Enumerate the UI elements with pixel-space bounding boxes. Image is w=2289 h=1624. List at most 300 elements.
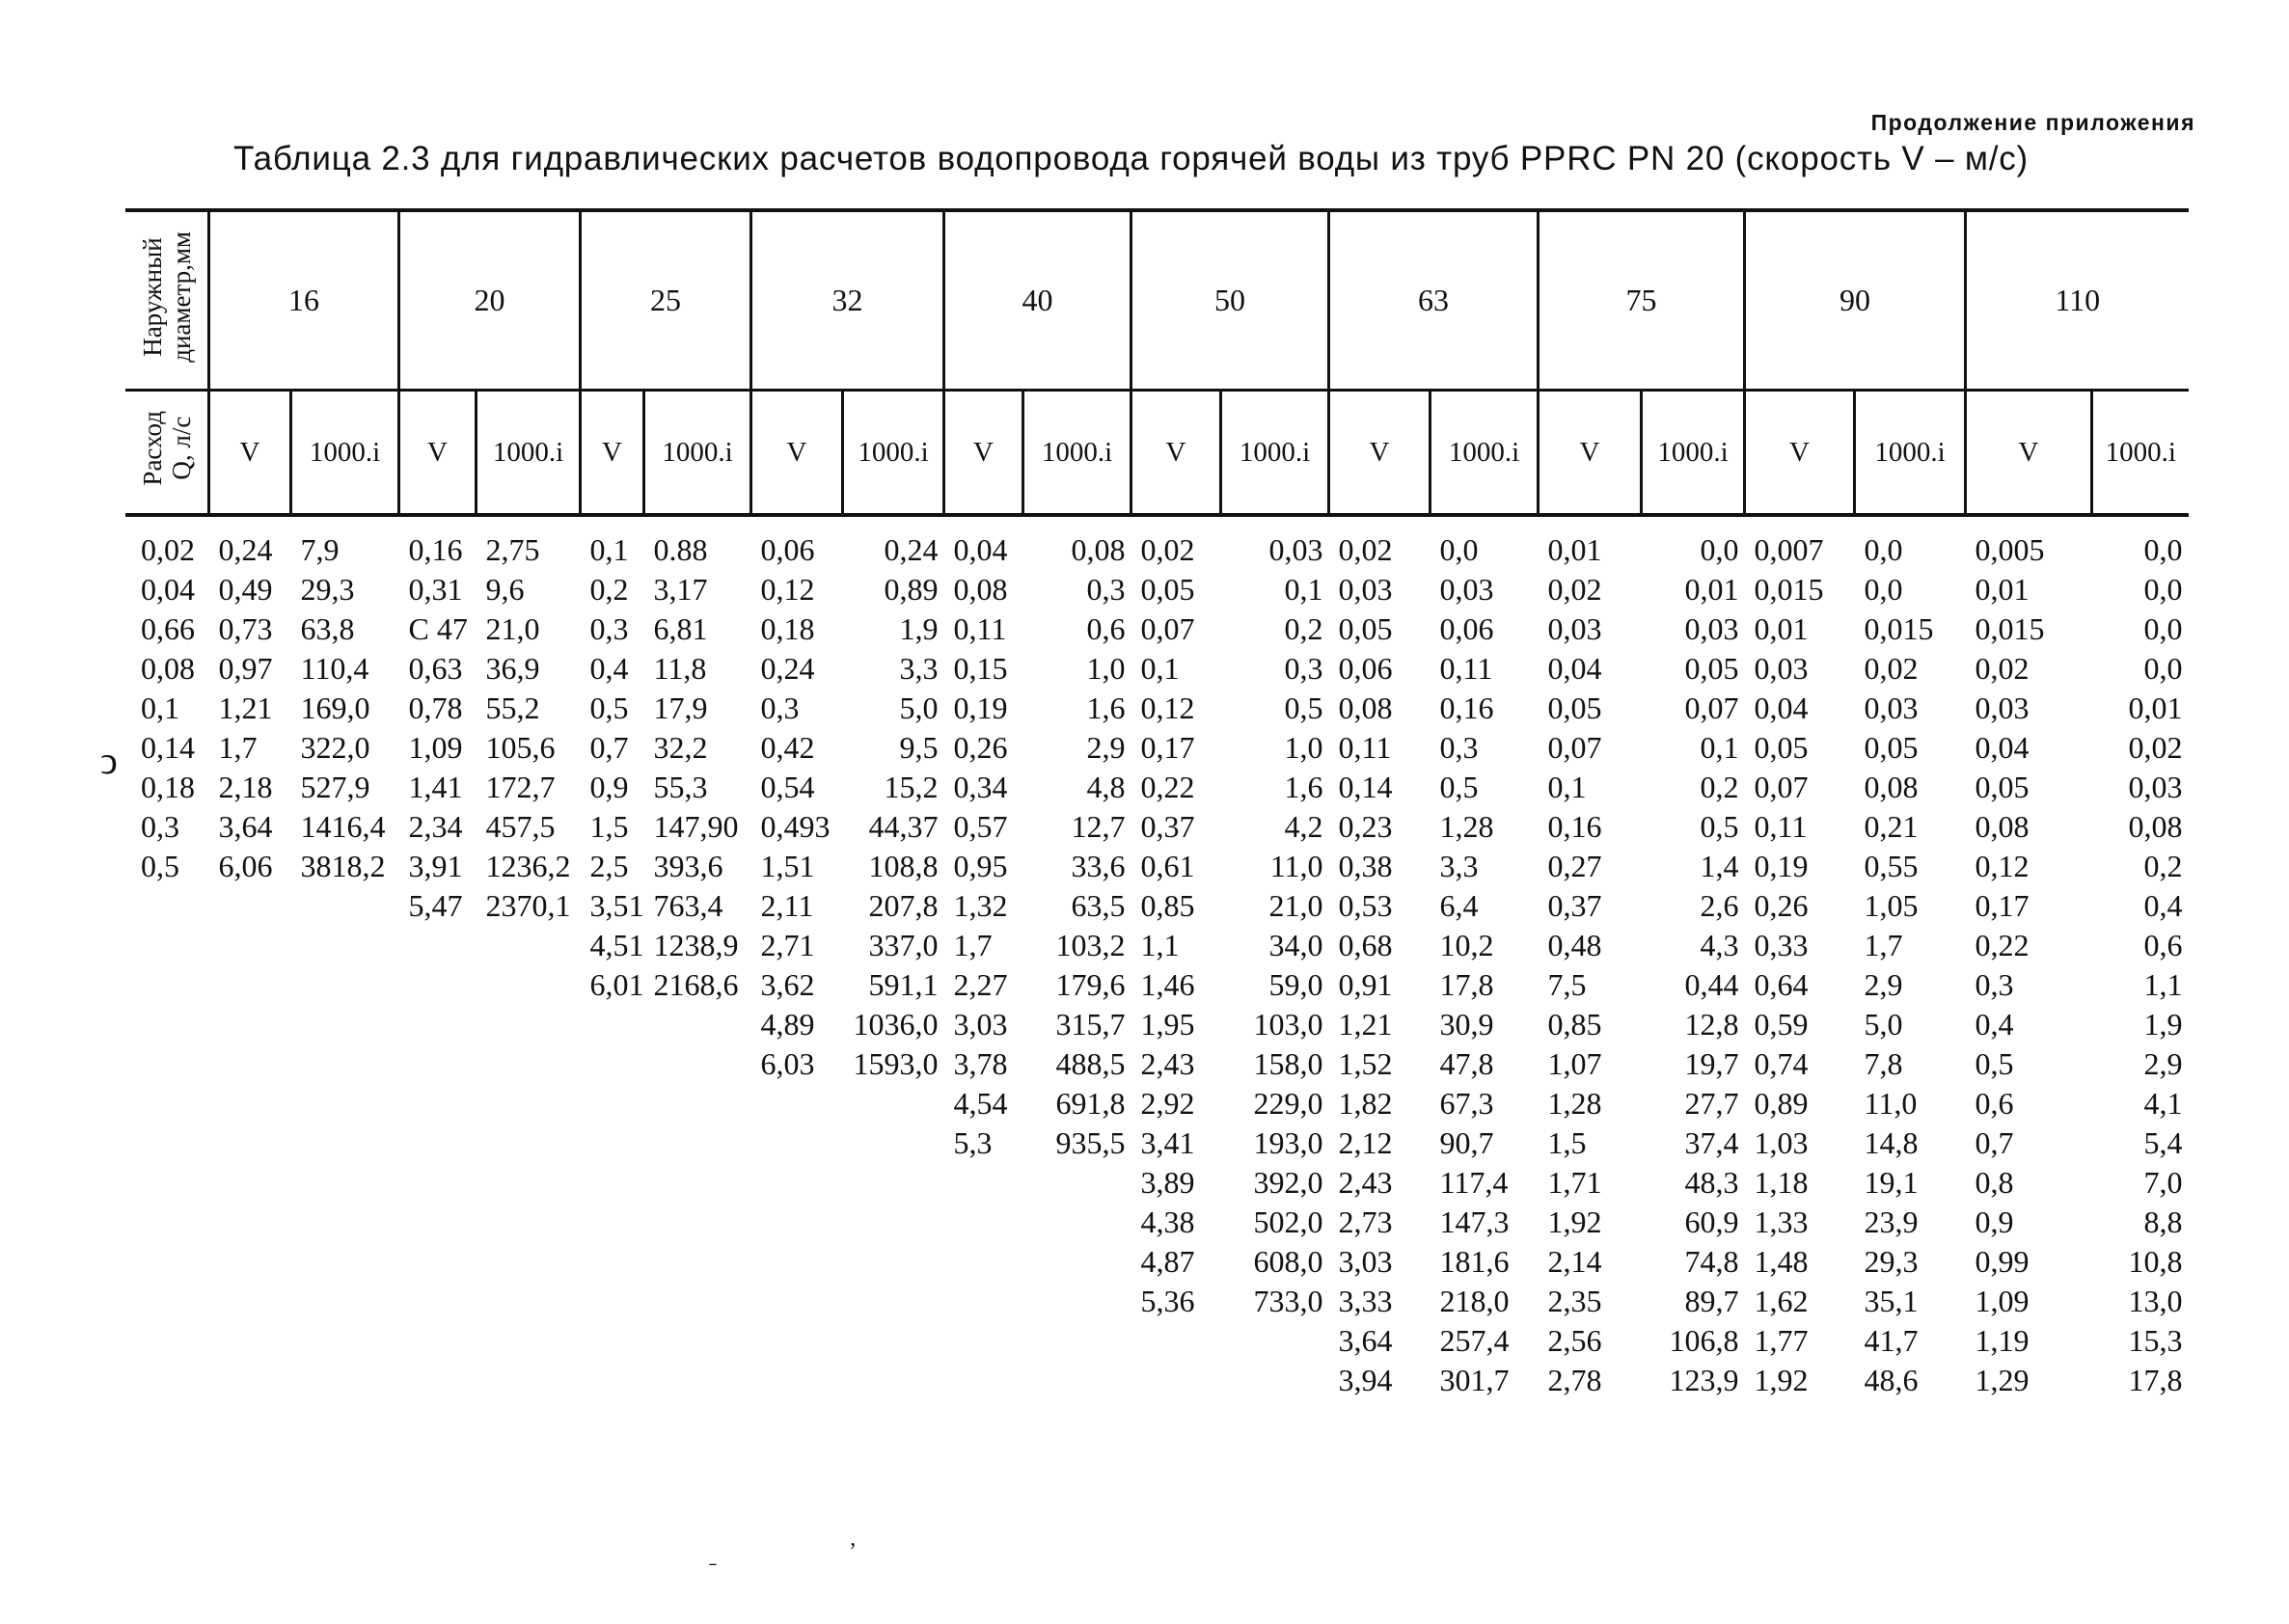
velocity-cell: 1,41 — [408, 770, 463, 804]
head-loss-cell: 0,6 — [1086, 611, 1126, 646]
velocity-cell: 0,06 — [760, 532, 815, 567]
head-loss-cell: 103,0 — [1253, 1007, 1323, 1042]
velocity-cell: 1,5 — [589, 809, 629, 844]
flow-cell — [125, 1282, 209, 1321]
velocity-cell: 0,1 — [1140, 651, 1180, 686]
velocity-cell — [399, 1005, 477, 1044]
velocity-cell: 0,19 — [1754, 849, 1809, 883]
velocity-cell — [581, 1005, 644, 1044]
head-loss-cell: 0,6 — [2143, 928, 2183, 962]
head-loss-cell: 0,08 — [1864, 770, 1919, 804]
head-loss-cell: 1,4 — [1700, 849, 1739, 883]
flow-cell — [125, 1084, 209, 1123]
velocity-cell: 6,06 — [218, 849, 273, 883]
head-loss-cell: 55,2 — [485, 690, 540, 725]
flow-cell: 0,14 — [141, 730, 195, 765]
head-loss-cell: 63,5 — [1071, 888, 1126, 923]
head-loss-cell: 7,9 — [300, 532, 340, 567]
head-loss-cell — [644, 1242, 751, 1282]
head-loss-cell — [291, 1163, 399, 1203]
head-loss-cell: 0.88 — [653, 532, 708, 567]
velocity-cell: 0,01 — [1754, 611, 1809, 646]
head-loss-cell: 9,5 — [899, 730, 939, 765]
diameter-110: 110 — [1966, 210, 2189, 391]
velocity-cell: 0,9 — [1975, 1204, 2014, 1239]
head-loss-cell: 0,21 — [1864, 809, 1919, 844]
velocity-cell: 0,63 — [408, 651, 463, 686]
velocity-cell: 0,42 — [760, 730, 815, 765]
head-loss-cell: 0,01 — [1684, 572, 1739, 607]
velocity-cell: 0,68 — [1338, 928, 1393, 962]
velocity-cell: 0,03 — [1547, 611, 1602, 646]
head-loss-cell: 0,4 — [2143, 888, 2183, 923]
velocity-col-header: V — [209, 391, 291, 516]
velocity-cell: 2,18 — [218, 770, 273, 804]
head-loss-col-header: 1000.i — [644, 391, 751, 516]
head-loss-cell: 2,75 — [485, 532, 540, 567]
velocity-cell: 2,27 — [953, 967, 1008, 1002]
velocity-cell — [944, 1203, 1023, 1242]
head-loss-cell — [1023, 1242, 1131, 1282]
head-loss-cell: 608,0 — [1253, 1244, 1323, 1279]
velocity-cell: 0,6 — [1975, 1086, 2014, 1121]
velocity-cell: 0,02 — [1140, 532, 1195, 567]
velocity-cell — [399, 1361, 477, 1400]
head-loss-cell: 0,05 — [1864, 730, 1919, 765]
velocity-cell: 5,47 — [408, 888, 463, 923]
head-loss-cell: 105,6 — [485, 730, 556, 765]
head-loss-cell: 12,8 — [1684, 1007, 1739, 1042]
velocity-cell: 0,493 — [760, 809, 831, 844]
head-loss-cell: 15,3 — [2128, 1323, 2183, 1358]
head-loss-cell: 55,3 — [653, 770, 708, 804]
velocity-cell: 1,1 — [1140, 928, 1180, 962]
velocity-cell: 0,007 — [1754, 532, 1824, 567]
head-loss-cell: 0,03 — [2128, 770, 2183, 804]
head-loss-cell: 0,02 — [1864, 651, 1919, 686]
head-loss-cell: 181,6 — [1439, 1244, 1510, 1279]
head-loss-cell: 1,0 — [1284, 730, 1323, 765]
flow-cell — [125, 886, 209, 926]
head-loss-cell: 6,4 — [1439, 888, 1479, 923]
velocity-cell: 0,53 — [1338, 888, 1393, 923]
velocity-cell: 0,1 — [589, 532, 629, 567]
head-loss-cell — [477, 965, 581, 1005]
flow-cell: 0,18 — [141, 770, 195, 804]
velocity-cell: 2,35 — [1547, 1284, 1602, 1318]
head-loss-cell: 1,7 — [1864, 928, 1903, 962]
velocity-cell: 0,2 — [589, 572, 629, 607]
velocity-cell: 5,3 — [953, 1125, 993, 1160]
velocity-cell: 2,5 — [589, 849, 629, 883]
table-row — [125, 926, 2189, 965]
head-loss-cell — [477, 1044, 581, 1084]
table-row — [125, 1321, 2189, 1361]
table-row — [125, 1123, 2189, 1163]
head-loss-cell — [477, 1163, 581, 1203]
head-loss-cell: 60,9 — [1684, 1204, 1739, 1239]
head-loss-cell: 21,0 — [485, 611, 540, 646]
head-loss-cell: 1036,0 — [853, 1007, 939, 1042]
head-loss-cell: 0,01 — [2128, 690, 2183, 725]
velocity-cell: 0,23 — [1338, 809, 1393, 844]
head-loss-cell: 0,07 — [1684, 690, 1739, 725]
velocity-cell: 1,07 — [1547, 1046, 1602, 1081]
table-row — [125, 807, 2189, 847]
velocity-cell: 1,51 — [760, 849, 815, 883]
head-loss-cell: 48,3 — [1684, 1165, 1739, 1200]
velocity-col-header: V — [1329, 391, 1431, 516]
velocity-cell: 0,07 — [1547, 730, 1602, 765]
head-loss-cell: 59,0 — [1268, 967, 1323, 1002]
velocity-col-header: V — [399, 391, 477, 516]
diameter-32: 32 — [751, 210, 944, 391]
velocity-cell: 1,82 — [1338, 1086, 1393, 1121]
head-loss-cell — [644, 1005, 751, 1044]
head-loss-cell: 13,0 — [2128, 1284, 2183, 1318]
diameter-header — [125, 210, 209, 391]
velocity-cell: 0,3 — [760, 690, 800, 725]
velocity-cell: 0,19 — [953, 690, 1008, 725]
continuation-note: Продолжение приложения — [1870, 110, 2195, 135]
velocity-cell: 0,85 — [1547, 1007, 1602, 1042]
velocity-col-header: V — [944, 391, 1023, 516]
diameter-40: 40 — [944, 210, 1131, 391]
head-loss-cell: 207,8 — [868, 888, 939, 923]
head-loss-cell: 5,0 — [899, 690, 939, 725]
head-loss-cell: 193,0 — [1253, 1125, 1323, 1160]
head-loss-cell — [843, 1321, 944, 1361]
flow-cell — [125, 1361, 209, 1400]
head-loss-col-header: 1000.i — [477, 391, 581, 516]
head-loss-cell: 17,8 — [1439, 967, 1494, 1002]
velocity-cell: 3,89 — [1140, 1165, 1195, 1200]
velocity-cell: 1,32 — [953, 888, 1008, 923]
flow-cell: 0,04 — [141, 572, 195, 607]
velocity-cell: 1,19 — [1975, 1323, 2030, 1358]
head-loss-cell: 0,3 — [1439, 730, 1479, 765]
velocity-cell: 3,51 — [589, 888, 644, 923]
head-loss-cell: 527,9 — [300, 770, 370, 804]
table-row — [125, 886, 2189, 926]
velocity-col-header: V — [1745, 391, 1855, 516]
head-loss-cell: 257,4 — [1439, 1323, 1510, 1358]
head-loss-cell: 6,81 — [653, 611, 708, 646]
velocity-cell: 0,3 — [589, 611, 629, 646]
velocity-cell: 0,59 — [1754, 1007, 1809, 1042]
head-loss-cell: 0,02 — [2128, 730, 2183, 765]
velocity-cell: 0,03 — [1754, 651, 1809, 686]
velocity-cell — [209, 1123, 291, 1163]
velocity-cell: 0,05 — [1140, 572, 1195, 607]
head-loss-cell: 733,0 — [1253, 1284, 1323, 1318]
velocity-cell: 2,92 — [1140, 1086, 1195, 1121]
head-loss-cell: 30,9 — [1439, 1007, 1494, 1042]
velocity-cell: 0,18 — [760, 611, 815, 646]
velocity-cell: 0,08 — [1975, 809, 2030, 844]
velocity-cell: 1,62 — [1754, 1284, 1809, 1318]
velocity-cell — [944, 1163, 1023, 1203]
head-loss-cell: 0,1 — [1284, 572, 1323, 607]
head-loss-cell — [291, 926, 399, 965]
velocity-cell: 0,97 — [218, 651, 273, 686]
velocity-cell: 0,14 — [1338, 770, 1393, 804]
flow-cell — [125, 1203, 209, 1242]
head-loss-cell — [291, 1321, 399, 1361]
velocity-cell: 0,17 — [1975, 888, 2030, 923]
head-loss-cell — [291, 1203, 399, 1242]
table-row — [125, 1005, 2189, 1044]
head-loss-cell: 36,9 — [485, 651, 540, 686]
velocity-cell: 2,34 — [408, 809, 463, 844]
velocity-cell — [1131, 1361, 1221, 1400]
velocity-cell: 7,5 — [1547, 967, 1587, 1002]
velocity-col-header: V — [1966, 391, 2092, 516]
velocity-cell: 3,03 — [953, 1007, 1008, 1042]
velocity-cell: 0,5 — [1975, 1046, 2014, 1081]
velocity-cell — [209, 1242, 291, 1282]
diameter-25: 25 — [581, 210, 751, 391]
head-loss-cell: 1,9 — [899, 611, 939, 646]
velocity-col-header: V — [581, 391, 644, 516]
diameter-50: 50 — [1131, 210, 1329, 391]
head-loss-cell: 4,1 — [2143, 1086, 2183, 1121]
head-loss-cell: 32,2 — [653, 730, 708, 765]
velocity-cell: 5,36 — [1140, 1284, 1195, 1318]
velocity-cell: 0,57 — [953, 809, 1008, 844]
velocity-cell: 1,7 — [953, 928, 993, 962]
head-loss-cell — [644, 1123, 751, 1163]
flow-cell: 0,66 — [141, 611, 195, 646]
head-loss-cell: 763,4 — [653, 888, 723, 923]
head-loss-cell: 591,1 — [868, 967, 939, 1002]
head-loss-cell: 0,08 — [2128, 809, 2183, 844]
head-loss-cell: 0,3 — [1284, 651, 1323, 686]
head-loss-cell: 2,9 — [1086, 730, 1126, 765]
head-loss-cell: 1,9 — [2143, 1007, 2183, 1042]
head-loss-cell: 3818,2 — [300, 849, 386, 883]
velocity-cell — [944, 1282, 1023, 1321]
velocity-cell: 0,015 — [1754, 572, 1824, 607]
velocity-cell — [209, 1282, 291, 1321]
velocity-cell: 1,18 — [1754, 1165, 1809, 1200]
velocity-cell: 0,02 — [1338, 532, 1393, 567]
velocity-cell: 0,04 — [1975, 730, 2030, 765]
diameter-90: 90 — [1745, 210, 1966, 391]
velocity-cell: 0,34 — [953, 770, 1008, 804]
head-loss-cell: 337,0 — [868, 928, 939, 962]
head-loss-cell: 172,7 — [485, 770, 556, 804]
head-loss-cell: 0,44 — [1684, 967, 1739, 1002]
head-loss-cell: 0,11 — [1439, 651, 1493, 686]
head-loss-cell: 35,1 — [1864, 1284, 1919, 1318]
velocity-cell: 1,09 — [1975, 1284, 2030, 1318]
head-loss-cell — [477, 1005, 581, 1044]
head-loss-cell: 123,9 — [1669, 1363, 1739, 1397]
velocity-cell: 0,16 — [408, 532, 463, 567]
velocity-cell: 1,95 — [1140, 1007, 1195, 1042]
head-loss-cell: 457,5 — [485, 809, 556, 844]
diameter-75: 75 — [1539, 210, 1745, 391]
table-row — [125, 649, 2189, 689]
head-loss-cell: 4,3 — [1700, 928, 1739, 962]
head-loss-col-header: 1000.i — [1855, 391, 1966, 516]
velocity-cell — [581, 1361, 644, 1400]
velocity-cell — [581, 1084, 644, 1123]
velocity-cell: 0,24 — [218, 532, 273, 567]
head-loss-cell: 0,89 — [884, 572, 939, 607]
velocity-cell: 0,27 — [1547, 849, 1602, 883]
head-loss-cell — [644, 1361, 751, 1400]
flow-cell — [125, 1123, 209, 1163]
head-loss-cell: 0,03 — [1684, 611, 1739, 646]
head-loss-cell: 315,7 — [1055, 1007, 1126, 1042]
table-row — [125, 1282, 2189, 1321]
head-loss-cell: 0,16 — [1439, 690, 1494, 725]
table-row — [125, 1163, 2189, 1203]
velocity-cell: 0,12 — [1140, 690, 1195, 725]
head-loss-cell: 29,3 — [1864, 1244, 1919, 1279]
head-loss-col-header: 1000.i — [1431, 391, 1539, 516]
velocity-cell: 0,37 — [1547, 888, 1602, 923]
velocity-col-header: V — [1539, 391, 1642, 516]
velocity-cell: 1,28 — [1547, 1086, 1602, 1121]
head-loss-cell: 11,0 — [1864, 1086, 1918, 1121]
velocity-cell — [581, 1321, 644, 1361]
velocity-cell — [209, 1084, 291, 1123]
head-loss-cell — [477, 1361, 581, 1400]
velocity-cell: 1,29 — [1975, 1363, 2030, 1397]
velocity-cell — [209, 926, 291, 965]
head-loss-cell — [291, 1282, 399, 1321]
head-loss-cell: 147,90 — [653, 809, 739, 844]
margin-mark: ͻ — [100, 739, 118, 782]
head-loss-cell — [644, 1163, 751, 1203]
head-loss-cell: 1238,9 — [653, 928, 739, 962]
velocity-cell: 0,05 — [1754, 730, 1809, 765]
diameter-header-label: Наружный диаметр,мм — [137, 230, 196, 363]
flow-cell — [125, 1163, 209, 1203]
head-loss-cell: 0,1 — [1700, 730, 1739, 765]
head-loss-cell: 935,5 — [1055, 1125, 1126, 1160]
velocity-cell: 0,7 — [1975, 1125, 2014, 1160]
head-loss-cell: 21,0 — [1268, 888, 1323, 923]
head-loss-cell: 3,3 — [1439, 849, 1479, 883]
velocity-cell: 0,99 — [1975, 1244, 2030, 1279]
velocity-cell — [944, 1361, 1023, 1400]
head-loss-cell: 7,0 — [2143, 1165, 2183, 1200]
head-loss-cell — [477, 1242, 581, 1282]
head-loss-cell: 34,0 — [1268, 928, 1323, 962]
velocity-cell: 0,06 — [1338, 651, 1393, 686]
head-loss-cell: 106,8 — [1669, 1323, 1739, 1358]
head-loss-cell: 0,0 — [2143, 611, 2183, 646]
head-loss-cell — [644, 1321, 751, 1361]
velocity-cell: 0,17 — [1140, 730, 1195, 765]
velocity-cell: 2,11 — [760, 888, 814, 923]
head-loss-cell — [291, 1361, 399, 1400]
head-loss-cell: 10,2 — [1439, 928, 1494, 962]
head-loss-cell: 37,4 — [1684, 1125, 1739, 1160]
head-loss-cell: 2168,6 — [653, 967, 739, 1002]
head-loss-cell: 502,0 — [1253, 1204, 1323, 1239]
velocity-cell: 2,43 — [1140, 1046, 1195, 1081]
velocity-cell — [399, 1321, 477, 1361]
velocity-cell: 0,15 — [953, 651, 1008, 686]
head-loss-cell: 17,8 — [2128, 1363, 2183, 1397]
velocity-cell: 0,04 — [1754, 690, 1809, 725]
head-loss-cell — [291, 1084, 399, 1123]
head-loss-cell: 4,8 — [1086, 770, 1126, 804]
head-loss-cell: 48,6 — [1864, 1363, 1919, 1397]
flow-cell — [125, 1044, 209, 1084]
velocity-cell — [581, 1282, 644, 1321]
head-loss-cell: 2370,1 — [485, 888, 571, 923]
head-loss-cell — [1023, 1361, 1131, 1400]
velocity-cell: 0,02 — [1975, 651, 2030, 686]
velocity-col-header: V — [1131, 391, 1221, 516]
velocity-cell: 0,26 — [1754, 888, 1809, 923]
head-loss-cell: 3,3 — [899, 651, 939, 686]
flow-cell — [125, 1005, 209, 1044]
flow-cell: 0,1 — [141, 690, 179, 725]
velocity-cell — [751, 1242, 843, 1282]
head-loss-cell: 1416,4 — [300, 809, 386, 844]
hydraulic-table — [125, 208, 2189, 1400]
diameter-16: 16 — [209, 210, 399, 391]
velocity-cell: 0,61 — [1140, 849, 1195, 883]
flow-cell — [125, 1321, 209, 1361]
head-loss-cell — [644, 1203, 751, 1242]
table-row — [125, 689, 2189, 728]
velocity-cell: 0,22 — [1140, 770, 1195, 804]
table-row — [125, 1203, 2189, 1242]
velocity-cell: 0,03 — [1338, 572, 1393, 607]
head-loss-cell: 488,5 — [1055, 1046, 1126, 1081]
head-loss-cell — [644, 1044, 751, 1084]
head-loss-cell: 2,9 — [1864, 967, 1903, 1002]
head-loss-col-header: 1000.i — [1221, 391, 1329, 516]
head-loss-cell — [843, 1163, 944, 1203]
velocity-cell: 1,52 — [1338, 1046, 1393, 1081]
head-loss-cell — [477, 1282, 581, 1321]
head-loss-cell: 15,2 — [884, 770, 939, 804]
velocity-cell: 0,3 — [1975, 967, 2014, 1002]
velocity-cell: 2,14 — [1547, 1244, 1602, 1279]
velocity-cell: 0,22 — [1975, 928, 2030, 962]
table-row — [125, 1044, 2189, 1084]
head-loss-cell: 0,08 — [1071, 532, 1126, 567]
velocity-cell — [399, 1282, 477, 1321]
velocity-cell: 3,78 — [953, 1046, 1008, 1081]
velocity-cell: 0,015 — [1975, 611, 2045, 646]
velocity-cell: 2,78 — [1547, 1363, 1602, 1397]
velocity-cell: 4,51 — [589, 928, 644, 962]
head-loss-cell: 17,9 — [653, 690, 708, 725]
head-loss-cell: 33,6 — [1071, 849, 1126, 883]
velocity-cell: 1,77 — [1754, 1323, 1809, 1358]
velocity-cell: 1,21 — [1338, 1007, 1393, 1042]
head-loss-cell — [843, 1242, 944, 1282]
head-loss-cell — [291, 1242, 399, 1282]
velocity-cell: 0,11 — [953, 611, 1007, 646]
head-loss-cell: 108,8 — [868, 849, 939, 883]
head-loss-cell: 19,1 — [1864, 1165, 1919, 1200]
head-loss-cell: 1,1 — [2143, 967, 2183, 1002]
head-loss-cell: 0,015 — [1864, 611, 1934, 646]
head-loss-cell: 0,03 — [1439, 572, 1494, 607]
velocity-cell: 0,04 — [1547, 651, 1602, 686]
